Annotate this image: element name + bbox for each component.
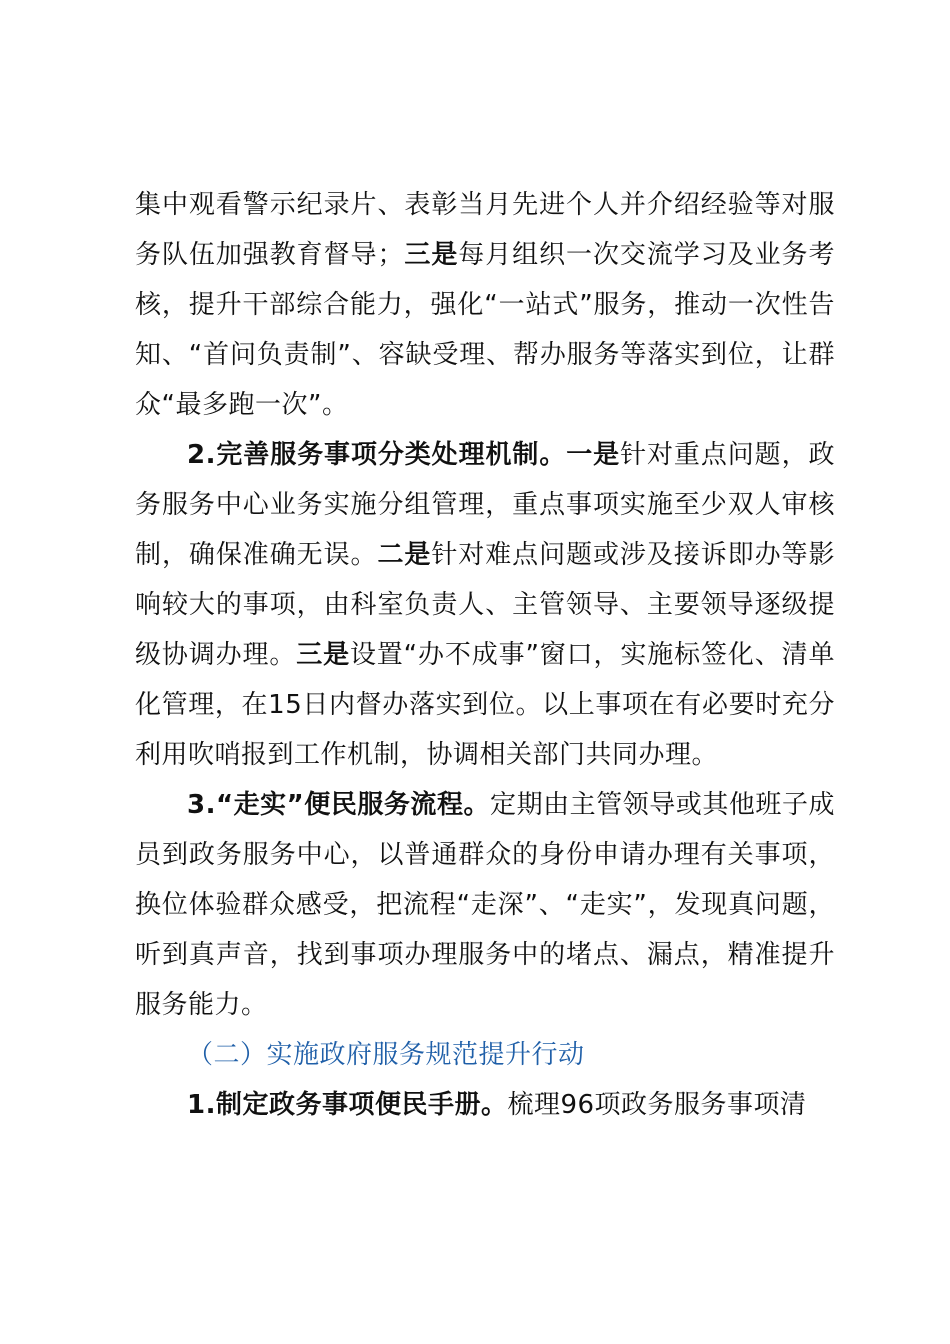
emphasis-label: 三是 bbox=[296, 640, 350, 670]
paragraph-service-process bbox=[135, 780, 835, 1030]
paragraph-classification-mechanism bbox=[135, 430, 835, 780]
item-title: 3.“走实”便民服务流程。 bbox=[187, 790, 491, 820]
emphasis-label: 三是 bbox=[403, 240, 459, 270]
section-heading: （二）实施政府服务规范提升行动 bbox=[187, 1040, 585, 1070]
paragraph-text: 梳理96项政务服务事项清 bbox=[507, 1090, 807, 1120]
emphasis-label: 二是 bbox=[377, 540, 432, 570]
paragraph-text: 针对难点问题或涉及接诉即办等影响较大的事项，由科室负责人、主管领导、主要领导逐级提级协调办理。 bbox=[135, 540, 835, 670]
paragraph-text: 集中观看警示纪录片、表彰当月先进个人并介绍经验等对服务队伍加强教育督导； bbox=[135, 190, 835, 270]
paragraph-text: 设置“办不成事”窗口，实施标签化、清单化管理，在15日内督办落实到位。以上事项在有必要时充分利用吹哨报到工作机制，协调相关部门共同办理。 bbox=[135, 640, 835, 770]
paragraph-text: 针对重点问题，政务服务中心业务实施分组管理，重点事项实施至少双人审核制，确保准确无误。 bbox=[135, 440, 835, 570]
paragraph-text: 每月组织一次交流学习及业务考核，提升干部综合能力，强化“一站式”服务，推动一次性告知、“首问负责制”、容缺受理、帮办服务等落实到位，让群众“最多跑一次”。 bbox=[135, 240, 835, 420]
emphasis-label: 一是 bbox=[566, 440, 621, 470]
document-page bbox=[135, 180, 835, 1130]
item-title: 2.完善服务事项分类处理机制。 bbox=[187, 440, 567, 470]
paragraph-education-supervision bbox=[135, 180, 835, 430]
item-title: 1.制定政务事项便民手册。 bbox=[187, 1090, 508, 1120]
paragraph-handbook bbox=[135, 1080, 835, 1130]
paragraph-text: 定期由主管领导或其他班子成员到政务服务中心，以普通群众的身份申请办理有关事项，换位体验群众感受，把流程“走深”、“走实”，发现真问题，听到真声音，找到事项办理服务中的堵点、漏点，精准提升服务能力。 bbox=[135, 790, 835, 1020]
